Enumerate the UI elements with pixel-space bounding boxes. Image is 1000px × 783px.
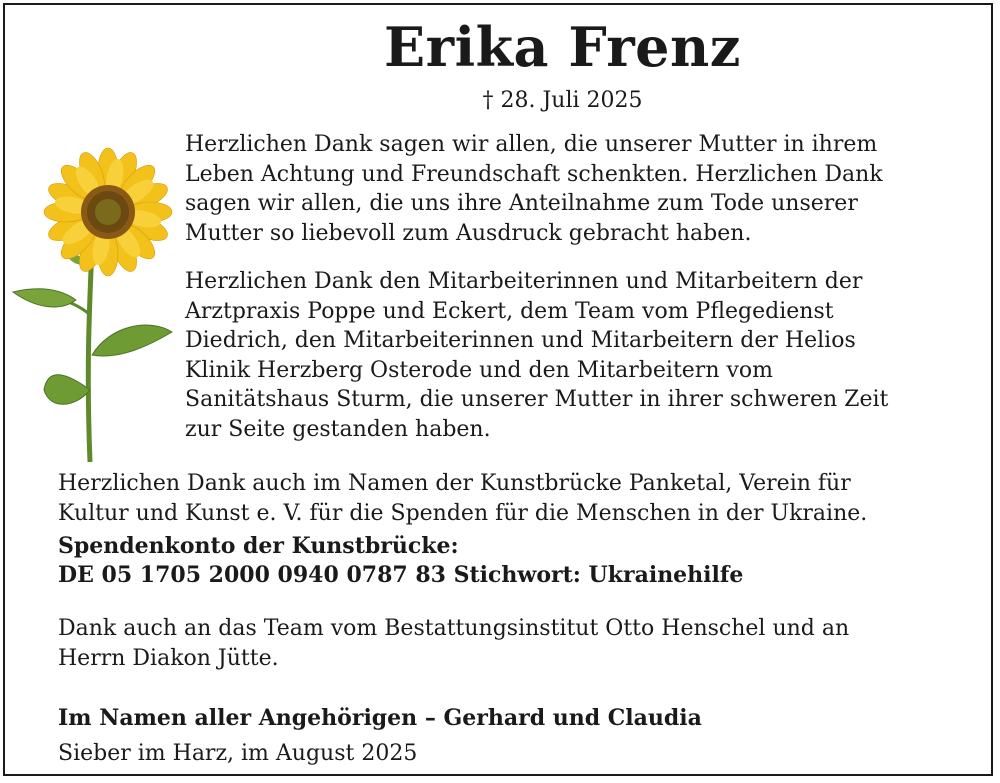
thanks-paragraph-3: Herzlichen Dank auch im Namen der Kunstbrücke Panketal, Verein für Kultur und Kunst e. V. für die Spenden für die Menschen in der Ukraine. [58, 471, 868, 526]
deceased-name: Erika Frenz [384, 15, 741, 79]
sunflower-icon [10, 140, 175, 465]
thanks-paragraph-1: Herzlichen Dank sagen wir allen, die unserer Mutter in ihrem Leben Achtung und Freundschaft schenkten. Herzlichen Dank sagen wir allen, die uns ihre Anteilnahme zum Tode unserer Mutter so liebevoll zum Ausdruck gebracht haben. [185, 132, 883, 246]
place-and-date: Sieber im Harz, im August 2025 [58, 741, 418, 766]
death-date: † 28. Juli 2025 [482, 88, 643, 113]
donation-account-heading: Spendenkonto der Kunstbrücke: [58, 533, 459, 559]
signature: Im Namen aller Angehörigen – Gerhard und Claudia [58, 705, 702, 731]
donation-account-iban: DE 05 1705 2000 0940 0787 83 Stichwort: Ukrainehilfe [58, 562, 744, 588]
thanks-paragraph-2: Herzlichen Dank den Mitarbeiterinnen und Mitarbeitern der Arztpraxis Poppe und Eckert, dem Team vom Pflegedienst Diedrich, den Mitarbeiterinnen und Mitarbeitern der Helios Klinik Herzberg Osterode und den Mitarbeitern vom Sanitätshaus Sturm, die unserer Mutter in ihrer schweren Zeit zur Seite gestanden haben. [185, 269, 889, 442]
thanks-paragraph-4: Dank auch an das Team vom Bestattungsinstitut Otto Henschel und an Herrn Diakon Jütte. [58, 616, 850, 671]
